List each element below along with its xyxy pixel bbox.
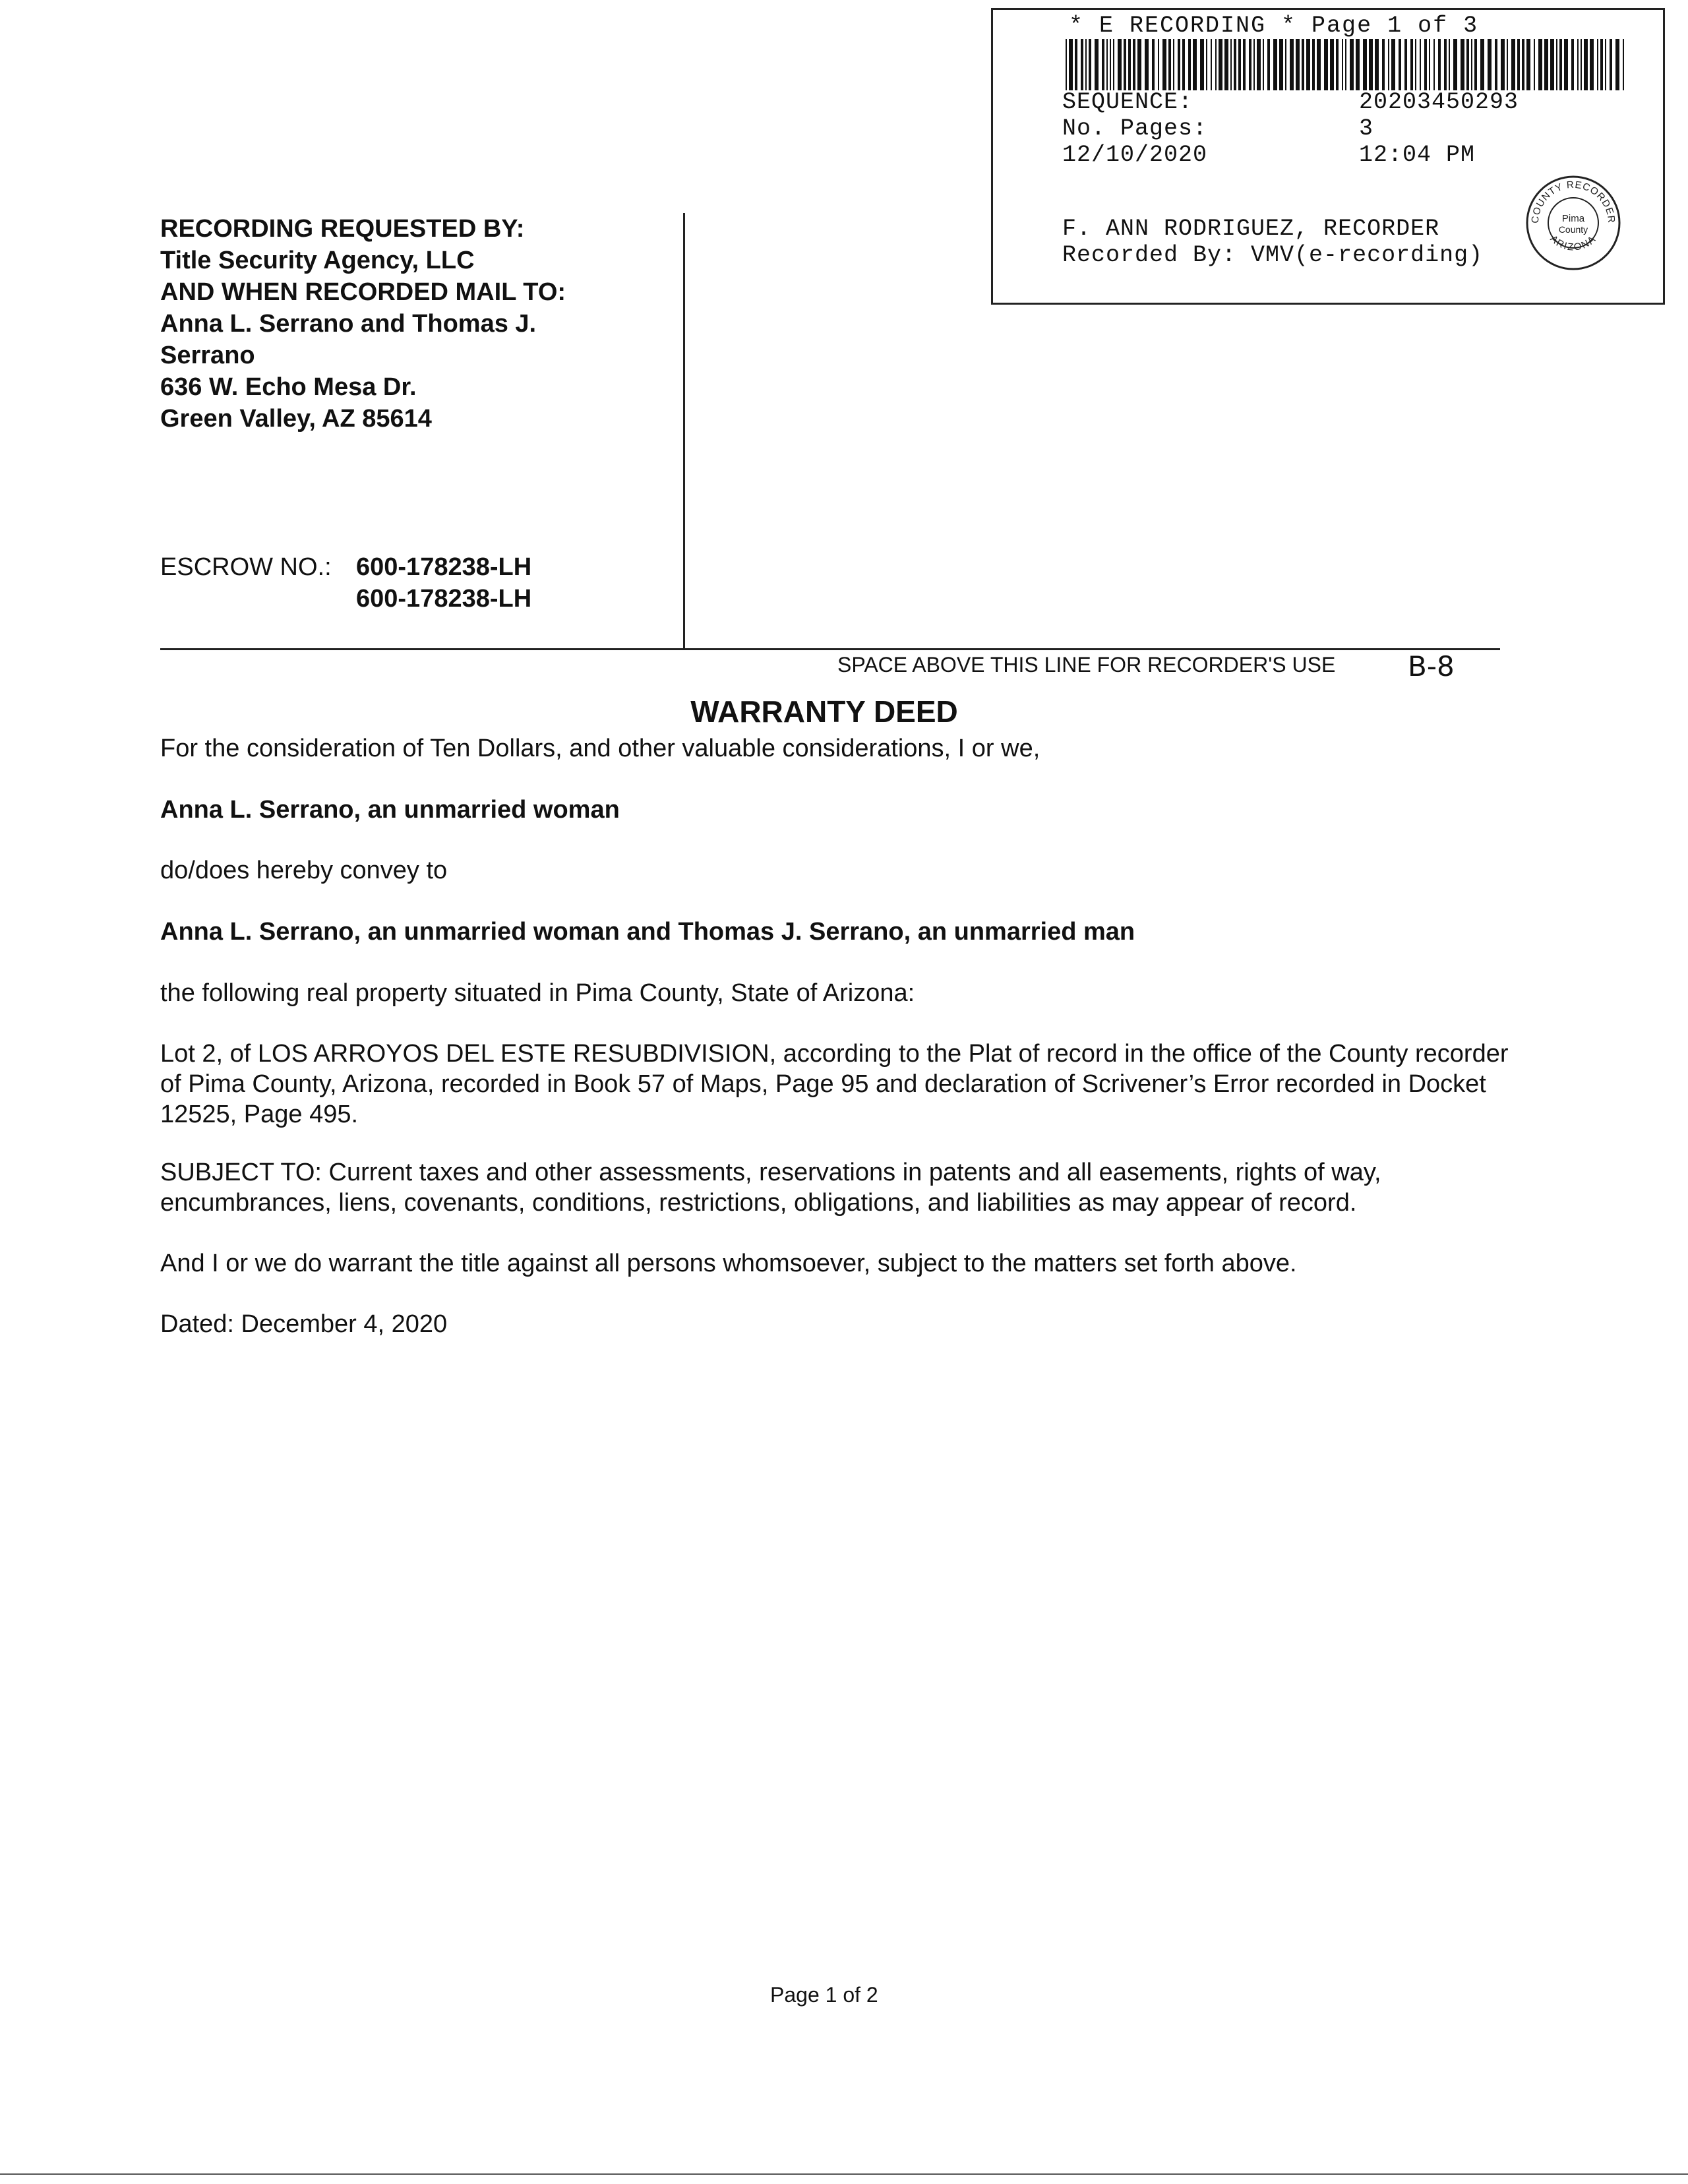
barcode-bar bbox=[1501, 39, 1505, 90]
barcode-bar bbox=[1597, 39, 1598, 90]
barcode-bar bbox=[1564, 39, 1568, 90]
barcode-bar bbox=[1534, 39, 1535, 90]
barcode-bar bbox=[1069, 39, 1073, 90]
mail-to-label: AND WHEN RECORDED MAIL TO: bbox=[160, 278, 566, 306]
header-divider-vertical bbox=[683, 213, 685, 650]
barcode-bar bbox=[1152, 39, 1155, 90]
escrow-number: 600-178238-LH bbox=[356, 585, 532, 613]
mail-to-line: 636 W. Echo Mesa Dr. bbox=[160, 373, 417, 401]
barcode-bar bbox=[1211, 39, 1212, 90]
barcode-bar bbox=[1474, 39, 1477, 90]
barcode-bar bbox=[1206, 39, 1207, 90]
barcode-bar bbox=[1336, 39, 1339, 90]
recording-header bbox=[160, 213, 566, 435]
barcode-bar bbox=[1089, 39, 1091, 90]
barcode-bar bbox=[1219, 39, 1222, 90]
barcode-bar bbox=[1110, 39, 1111, 90]
convey-paragraph: do/does hereby convey to bbox=[160, 857, 448, 884]
barcode-bar bbox=[1345, 39, 1346, 90]
barcode-bar bbox=[1623, 39, 1624, 90]
barcode-bar bbox=[1253, 39, 1255, 90]
barcode-bar bbox=[1290, 39, 1294, 90]
barcode-bar bbox=[1605, 39, 1606, 90]
svg-text:COUNTY RECORDER: COUNTY RECORDER bbox=[1529, 179, 1617, 224]
barcode-bar bbox=[1615, 39, 1619, 90]
barcode-bar bbox=[1267, 39, 1270, 90]
consideration-paragraph: For the consideration of Ten Dollars, and other valuable considerations, I or we, bbox=[160, 735, 1040, 762]
barcode-bar bbox=[1238, 39, 1241, 90]
barcode-bar bbox=[1363, 39, 1367, 90]
barcode-bar bbox=[1234, 39, 1236, 90]
barcode-bar bbox=[1312, 39, 1315, 90]
barcode-bar bbox=[1224, 39, 1228, 90]
barcode-bar bbox=[1249, 39, 1251, 90]
barcode-bar bbox=[1544, 39, 1548, 90]
barcode-bar bbox=[1581, 39, 1582, 90]
barcode-bar bbox=[1488, 39, 1492, 90]
barcode-bar bbox=[1285, 39, 1286, 90]
barcode-bar bbox=[1399, 39, 1401, 90]
barcode-bar bbox=[1128, 39, 1131, 90]
barcode-bar bbox=[1133, 39, 1135, 90]
barcode-bar bbox=[1215, 39, 1217, 90]
barcode-bar bbox=[1317, 39, 1321, 90]
barcode bbox=[1066, 39, 1626, 90]
barcode-bar bbox=[1388, 39, 1389, 90]
barcode-bar bbox=[1461, 39, 1464, 90]
barcode-bar bbox=[1391, 39, 1395, 90]
barcode-bar bbox=[1438, 39, 1441, 90]
barcode-bar bbox=[1584, 39, 1588, 90]
barcode-bar bbox=[1369, 39, 1373, 90]
barcode-bar bbox=[1429, 39, 1430, 90]
barcode-bar bbox=[1137, 39, 1141, 90]
barcode-bar bbox=[1466, 39, 1469, 90]
county-seal-icon bbox=[1524, 173, 1623, 272]
barcode-bar bbox=[1200, 39, 1204, 90]
recorder-space-divider bbox=[160, 648, 1500, 650]
barcode-bar bbox=[1356, 39, 1360, 90]
barcode-bar bbox=[1162, 39, 1166, 90]
barcode-bar bbox=[1571, 39, 1574, 90]
svg-text:County: County bbox=[1558, 224, 1588, 235]
barcode-bar bbox=[1085, 39, 1087, 90]
barcode-bar bbox=[1324, 39, 1328, 90]
svg-text:Pima: Pima bbox=[1561, 213, 1585, 224]
barcode-bar bbox=[1526, 39, 1530, 90]
bottom-edge-line bbox=[0, 2173, 1688, 2175]
mail-to-line: Green Valley, AZ 85614 bbox=[160, 405, 432, 433]
sequence-value: 20203450293 bbox=[1359, 89, 1519, 115]
barcode-bar bbox=[1410, 39, 1413, 90]
page-number: Page 1 of 2 bbox=[770, 1983, 878, 2007]
barcode-bar bbox=[1480, 39, 1484, 90]
barcode-bar bbox=[1095, 39, 1099, 90]
barcode-bar bbox=[1600, 39, 1603, 90]
document-title bbox=[0, 694, 1688, 729]
barcode-bar bbox=[1081, 39, 1083, 90]
barcode-bar bbox=[1168, 39, 1171, 90]
barcode-bar bbox=[1193, 39, 1197, 90]
barcode-bar bbox=[1444, 39, 1447, 90]
barcode-bar bbox=[1415, 39, 1416, 90]
recorded-by: Recorded By: VMV(e-recording) bbox=[1062, 242, 1484, 268]
barcode-bar bbox=[1453, 39, 1457, 90]
barcode-bar bbox=[1517, 39, 1520, 90]
barcode-bar bbox=[1511, 39, 1515, 90]
barcode-bar bbox=[1559, 39, 1562, 90]
barcode-bar bbox=[1075, 39, 1077, 90]
recorder-use-note: SPACE ABOVE THIS LINE FOR RECORDER'S USE bbox=[837, 653, 1336, 677]
barcode-bar bbox=[1263, 39, 1264, 90]
barcode-bar bbox=[1306, 39, 1310, 90]
barcode-bar bbox=[1420, 39, 1421, 90]
barcode-bar bbox=[1538, 39, 1542, 90]
sequence-label: SEQUENCE: bbox=[1062, 89, 1193, 115]
barcode-bar bbox=[1124, 39, 1126, 90]
barcode-bar bbox=[1522, 39, 1524, 90]
warranty-paragraph: And I or we do warrant the title against all persons whomsoever, subject to the matters set forth above. bbox=[160, 1250, 1297, 1277]
barcode-bar bbox=[1178, 39, 1180, 90]
barcode-bar bbox=[1113, 39, 1114, 90]
barcode-bar bbox=[1279, 39, 1283, 90]
escrow-label: ESCROW NO.: bbox=[160, 553, 332, 581]
mail-to-line: Anna L. Serrano and Thomas J. bbox=[160, 310, 537, 338]
barcode-bar bbox=[1106, 39, 1108, 90]
barcode-bar bbox=[1182, 39, 1185, 90]
barcode-bar bbox=[1350, 39, 1354, 90]
e-recording-title: * E RECORDING * Page 1 of 3 bbox=[1069, 13, 1479, 39]
grantor-name: Anna L. Serrano, an unmarried woman bbox=[160, 796, 620, 824]
pages-value: 3 bbox=[1359, 115, 1374, 142]
barcode-bar bbox=[1118, 39, 1122, 90]
barcode-bar bbox=[1158, 39, 1159, 90]
subject-to-paragraph: SUBJECT TO: Current taxes and other assessments, reservations in patents and all easements, rights of way, encumbrances, liens, covenants, conditions, restrictions, obligations, and liabilities as may appear of record. bbox=[160, 1159, 1381, 1217]
grantee-names: Anna L. Serrano, an unmarried woman and Thomas J. Serrano, an unmarried man bbox=[160, 918, 1135, 946]
legal-description: Lot 2, of LOS ARROYOS DEL ESTE RESUBDIVISION, according to the Plat of record in the office of the County recorder of Pima County, Arizona, recorded in Book 57 of Maps, Page 95 and declaration of Scrivener’s Error recorded in Docket 12525, Page 495. bbox=[160, 1040, 1509, 1128]
property-intro: the following real property situated in Pima County, State of Arizona: bbox=[160, 979, 915, 1007]
barcode-bar bbox=[1145, 39, 1149, 90]
barcode-bar bbox=[1424, 39, 1427, 90]
barcode-bar bbox=[1556, 39, 1557, 90]
barcode-bar bbox=[1590, 39, 1594, 90]
recording-date: 12/10/2020 bbox=[1062, 142, 1208, 168]
requested-by: Title Security Agency, LLC bbox=[160, 247, 475, 274]
handwritten-mark: B-8 bbox=[1408, 650, 1455, 682]
barcode-bar bbox=[1610, 39, 1612, 90]
barcode-bar bbox=[1330, 39, 1334, 90]
barcode-bar bbox=[1404, 39, 1407, 90]
barcode-bar bbox=[1302, 39, 1304, 90]
barcode-bar bbox=[1375, 39, 1379, 90]
barcode-bar bbox=[1342, 39, 1343, 90]
barcode-bar bbox=[1243, 39, 1246, 90]
barcode-bar bbox=[1188, 39, 1191, 90]
recorder-name: F. ANN RODRIGUEZ, RECORDER bbox=[1062, 216, 1440, 242]
dated-line: Dated: December 4, 2020 bbox=[160, 1310, 448, 1338]
barcode-bar bbox=[1273, 39, 1277, 90]
barcode-bar bbox=[1102, 39, 1104, 90]
barcode-bar bbox=[1577, 39, 1579, 90]
barcode-bar bbox=[1230, 39, 1232, 90]
barcode-bar bbox=[1495, 39, 1497, 90]
recorder-stamp-box bbox=[991, 8, 1665, 305]
barcode-bar bbox=[1507, 39, 1508, 90]
barcode-bar bbox=[1257, 39, 1261, 90]
pages-label: No. Pages: bbox=[1062, 115, 1208, 142]
barcode-bar bbox=[1471, 39, 1472, 90]
mail-to-line: Serrano bbox=[160, 342, 255, 369]
barcode-bar bbox=[1382, 39, 1385, 90]
recording-time: 12:04 PM bbox=[1359, 142, 1476, 168]
requested-by-label: RECORDING REQUESTED BY: bbox=[160, 215, 525, 243]
barcode-bar bbox=[1173, 39, 1174, 90]
barcode-bar bbox=[1296, 39, 1300, 90]
barcode-bar bbox=[1449, 39, 1450, 90]
barcode-bar bbox=[1066, 39, 1067, 90]
barcode-bar bbox=[1550, 39, 1554, 90]
document-title-text: WARRANTY DEED bbox=[690, 694, 958, 729]
svg-text:ARIZONA: ARIZONA bbox=[1548, 233, 1599, 253]
barcode-bar bbox=[1433, 39, 1435, 90]
escrow-number: 600-178238-LH bbox=[356, 553, 532, 581]
